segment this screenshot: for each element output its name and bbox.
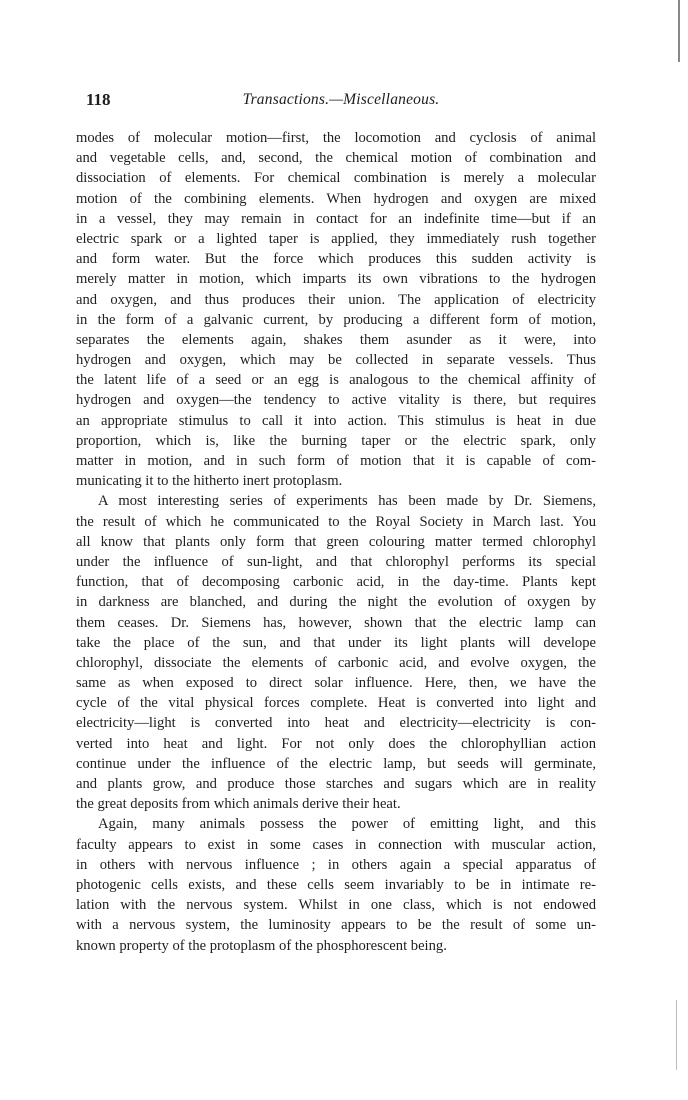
text-line: verted into heat and light. For not only does the chlorophyllian action (76, 735, 596, 752)
text-line: in the form of a galvanic current, by producing a different form of motion, (76, 311, 596, 328)
text-line: the great deposits from which animals derive their heat. (76, 796, 401, 813)
text-line: photogenic cells exists, and these cells seem invariably to be in intimate re- (76, 876, 596, 893)
text-line: proportion, which is, like the burning taper or the electric spark, only (76, 432, 596, 449)
text-line: municating it to the hitherto inert protoplasm. (76, 473, 343, 490)
text-line: all know that plants only form that green colouring matter termed chlorophyl (76, 533, 596, 550)
text-line: hydrogen and oxygen, which may be collected in separate vessels. Thus (76, 352, 596, 369)
running-head: Transactions.—Miscellaneous. (242, 91, 440, 108)
text-line: under the influence of sun-light, and that chlorophyl performs its special (76, 553, 596, 570)
text-line: in a vessel, they may remain in contact for an indefinite time—but if an (76, 210, 596, 227)
text-line: lation with the nervous system. Whilst in one class, which is not endowed (76, 897, 596, 914)
text-line: known property of the protoplasm of the phosphorescent being. (76, 937, 447, 954)
text-line: and plants grow, and produce those starches and sugars which are in reality (76, 776, 596, 792)
text-line: and vegetable cells, and, second, the chemical motion of combination and (76, 150, 596, 167)
paragraph-3 (76, 814, 596, 955)
text-line: electric spark or a lighted taper is applied, they immediately rush together (76, 230, 596, 247)
scan-edge-mark (676, 1000, 677, 1070)
text-line: the latent life of a seed or an egg is analogous to the chemical affinity of (76, 372, 596, 389)
text-line: matter in motion, and in such form of motion that it is capable of com- (76, 453, 596, 469)
text-line: an appropriate stimulus to call it into action. This stimulus is heat in due (76, 412, 596, 429)
text-line: separates the elements again, shakes them asunder as it were, into (76, 331, 596, 348)
scan-edge-marks (676, 0, 682, 1100)
text-line: electricity—light is converted into heat and electricity—electricity is con- (76, 715, 596, 732)
scan-edge-mark (678, 0, 680, 62)
text-line: them ceases. Dr. Siemens has, however, shown that the electric lamp can (76, 614, 596, 631)
text-line: take the place of the sun, and that under its light plants will develope (76, 634, 596, 651)
text-line: in darkness are blanched, and during the night the evolution of oxygen by (76, 594, 596, 611)
text-line: dissociation of elements. For chemical combination is merely a molecular (76, 170, 596, 187)
text-line: the result of which he communicated to the Royal Society in March last. You (76, 513, 596, 530)
text-line: in others with nervous influence ; in others again a special apparatus of (76, 856, 596, 873)
text-line: and oxygen, and thus produces their union. The application of electricity (76, 291, 596, 308)
paragraph-1 (76, 128, 596, 491)
text-line: hydrogen and oxygen—the tendency to active vitality is there, but requires (76, 392, 596, 409)
page-header (86, 90, 596, 114)
text-line: function, that of decomposing carbonic acid, in the day-time. Plants kept (76, 574, 596, 591)
text-line: cycle of the vital physical forces complete. Heat is converted into light and (76, 695, 596, 712)
page-number: 118 (86, 90, 111, 109)
text-line: motion of the combining elements. When hydrogen and oxygen are mixed (76, 190, 596, 207)
text-line: same as when exposed to direct solar influence. Here, then, we have the (76, 675, 596, 692)
text-line: Again, many animals possess the power of emitting light, and this (98, 816, 596, 833)
text-line: chlorophyl, dissociate the elements of carbonic acid, and evolve oxygen, the (76, 654, 596, 671)
text-line: merely matter in motion, which imparts its own vibrations to the hydrogen (76, 271, 596, 288)
text-line: A most interesting series of experiments has been made by Dr. Siemens, (98, 493, 596, 510)
paragraph-2 (76, 491, 596, 814)
body-text (76, 128, 596, 956)
text-line: faculty appears to exist in some cases in connection with muscular action, (76, 836, 596, 853)
text-line: and form water. But the force which produces this sudden activity is (76, 251, 596, 268)
text-line: continue under the influence of the electric lamp, but seeds will germinate, (76, 755, 596, 772)
text-line: modes of molecular motion—first, the locomotion and cyclosis of animal (76, 130, 596, 146)
text-line: with a nervous system, the luminosity appears to be the result of some un- (76, 917, 596, 934)
